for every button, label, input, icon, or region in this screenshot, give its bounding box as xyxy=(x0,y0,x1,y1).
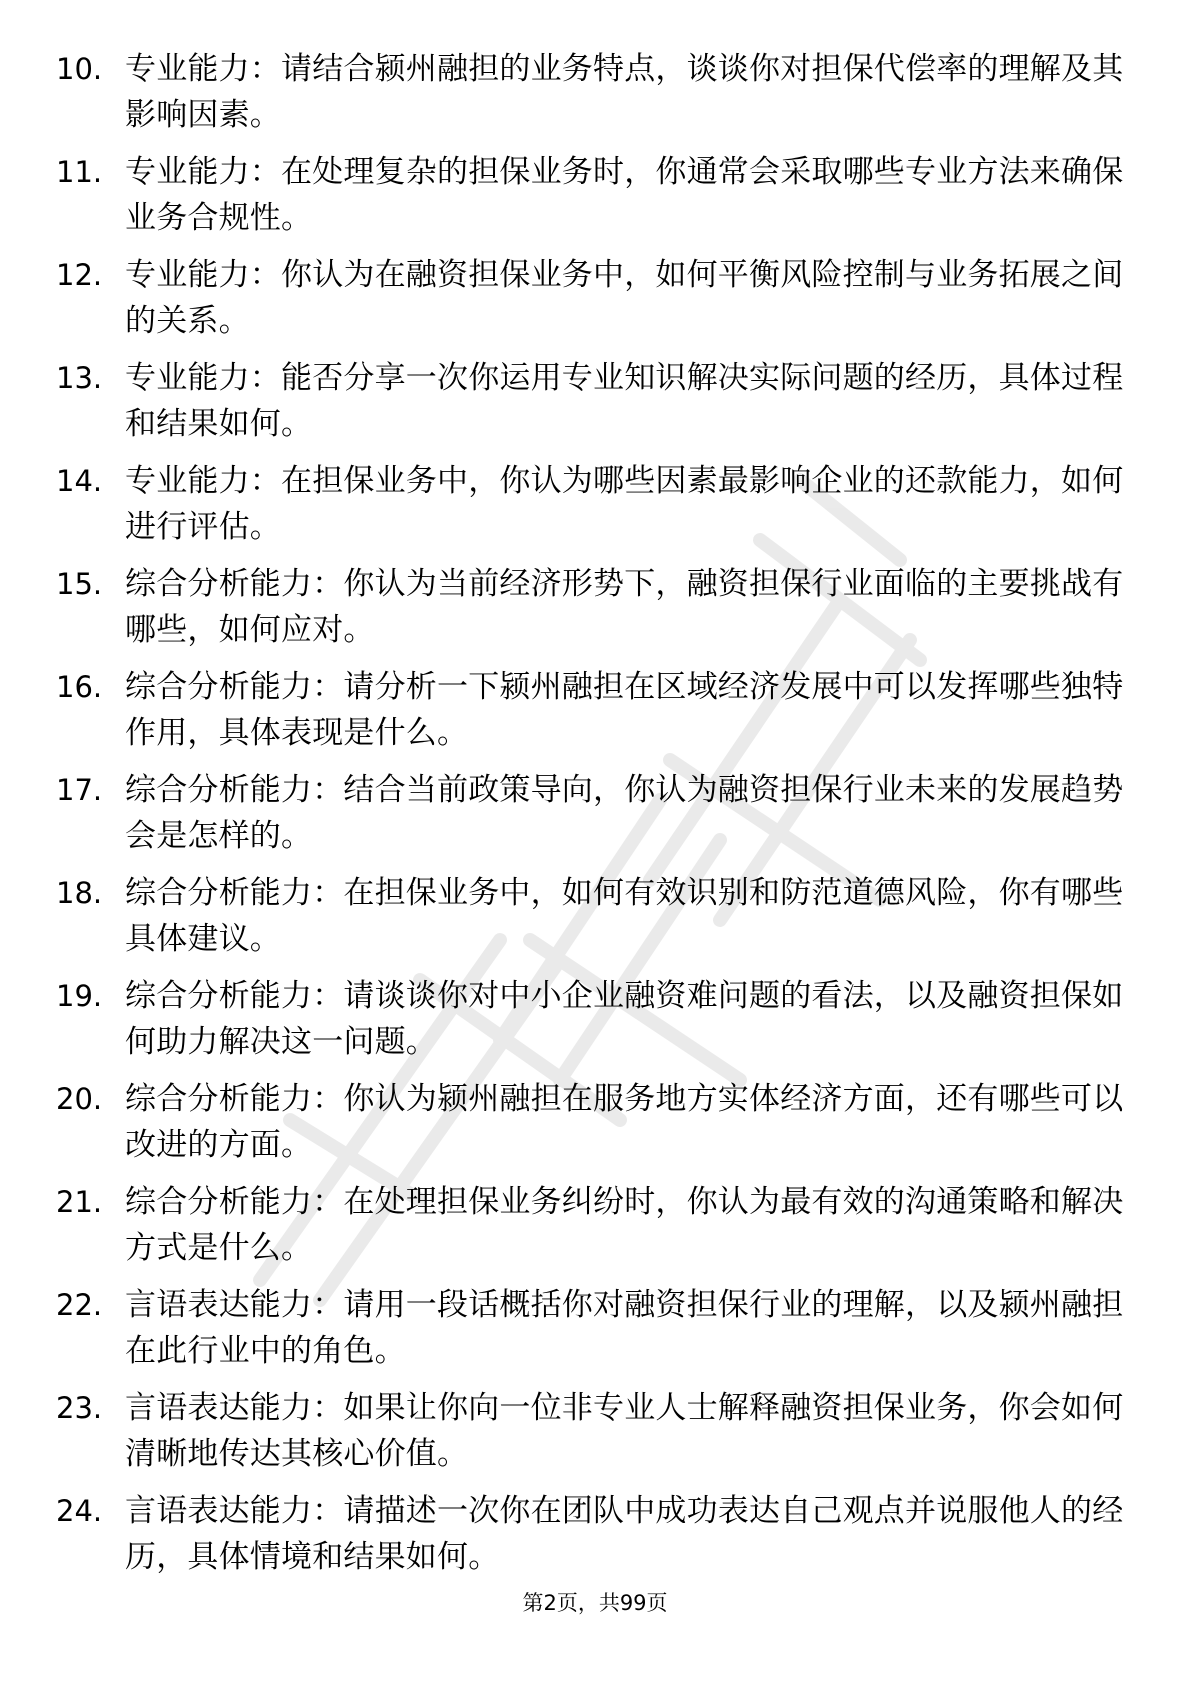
question-text: 专业能力：在处理复杂的担保业务时，你通常会采取哪些专业方法来确保业务合规性。 xyxy=(125,154,1124,236)
question-text: 言语表达能力：请用一段话概括你对融资担保行业的理解，以及颍州融担在此行业中的角色。 xyxy=(125,1287,1124,1369)
question-text: 综合分析能力：你认为颍州融担在服务地方实体经济方面，还有哪些可以改进的方面。 xyxy=(125,1081,1124,1163)
question-text: 综合分析能力：请谈谈你对中小企业融资难问题的看法，以及融资担保如何助力解决这一问题。 xyxy=(125,978,1124,1060)
question-text: 综合分析能力：你认为当前经济形势下，融资担保行业面临的主要挑战有哪些，如何应对。 xyxy=(125,566,1124,648)
question-number: 14. xyxy=(56,464,103,498)
question-number: 22. xyxy=(56,1288,103,1322)
question-text: 言语表达能力：请描述一次你在团队中成功表达自己观点并说服他人的经历，具体情境和结果如何。 xyxy=(125,1493,1124,1575)
question-number: 16. xyxy=(56,670,103,704)
question-number: 21. xyxy=(56,1185,103,1219)
question-item xyxy=(0,1488,1190,1591)
question-number: 11. xyxy=(56,155,103,189)
question-item xyxy=(0,561,1190,664)
question-item xyxy=(0,1282,1190,1385)
question-text: 综合分析能力：请分析一下颍州融担在区域经济发展中可以发挥哪些独特作用，具体表现是什么。 xyxy=(125,669,1124,751)
question-item xyxy=(0,1179,1190,1282)
question-text: 专业能力：在担保业务中，你认为哪些因素最影响企业的还款能力，如何进行评估。 xyxy=(125,463,1124,545)
question-item xyxy=(0,1385,1190,1488)
question-number: 12. xyxy=(56,258,103,292)
question-number: 24. xyxy=(56,1494,103,1528)
question-number: 19. xyxy=(56,979,103,1013)
question-item xyxy=(0,1076,1190,1179)
question-text: 专业能力：请结合颍州融担的业务特点，谈谈你对担保代偿率的理解及其影响因素。 xyxy=(125,51,1124,133)
question-item xyxy=(0,973,1190,1076)
question-text: 言语表达能力：如果让你向一位非专业人士解释融资担保业务，你会如何清晰地传达其核心价值。 xyxy=(125,1390,1124,1472)
question-list xyxy=(0,46,1190,1591)
question-item xyxy=(0,767,1190,870)
question-text: 专业能力：你认为在融资担保业务中，如何平衡风险控制与业务拓展之间的关系。 xyxy=(125,257,1124,339)
question-item xyxy=(0,355,1190,458)
question-text: 综合分析能力：结合当前政策导向，你认为融资担保行业未来的发展趋势会是怎样的。 xyxy=(125,772,1124,854)
question-number: 17. xyxy=(56,773,103,807)
question-item xyxy=(0,664,1190,767)
question-number: 23. xyxy=(56,1391,103,1425)
page-number: 第2页，共99页 xyxy=(522,1591,668,1615)
question-item xyxy=(0,870,1190,973)
question-item xyxy=(0,149,1190,252)
question-item xyxy=(0,458,1190,561)
question-item xyxy=(0,46,1190,149)
question-number: 13. xyxy=(56,361,103,395)
question-text: 专业能力：能否分享一次你运用专业知识解决实际问题的经历，具体过程和结果如何。 xyxy=(125,360,1124,442)
question-text: 综合分析能力：在处理担保业务纠纷时，你认为最有效的沟通策略和解决方式是什么。 xyxy=(125,1184,1124,1266)
question-number: 18. xyxy=(56,876,103,910)
question-number: 10. xyxy=(56,52,103,86)
question-text: 综合分析能力：在担保业务中，如何有效识别和防范道德风险，你有哪些具体建议。 xyxy=(125,875,1124,957)
question-item xyxy=(0,252,1190,355)
question-number: 15. xyxy=(56,567,103,601)
question-number: 20. xyxy=(56,1082,103,1116)
